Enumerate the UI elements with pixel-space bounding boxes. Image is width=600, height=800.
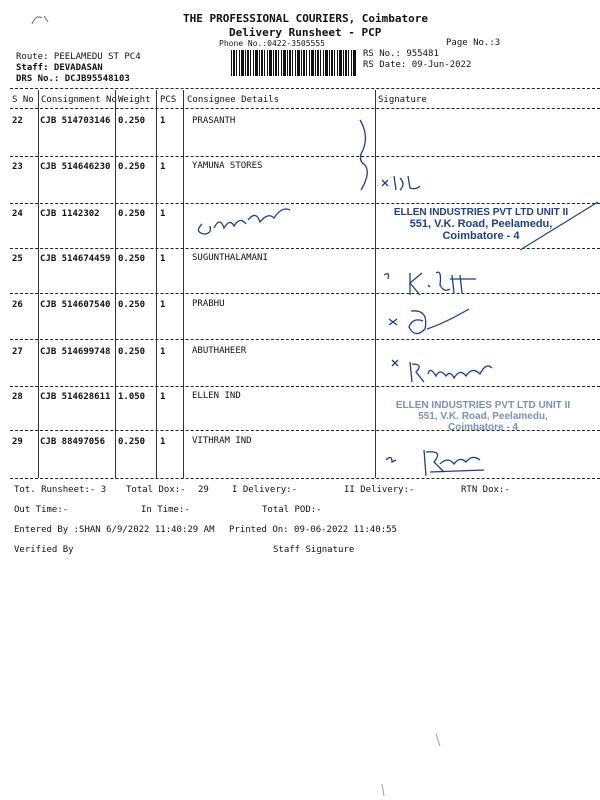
row-sno: 27 — [12, 347, 23, 357]
row-consignee: SUGUNTHALAMANI — [192, 253, 268, 263]
stamp-line1: ELLEN INDUSTRIES PVT LTD UNIT II — [395, 400, 571, 411]
row-sno: 24 — [12, 209, 23, 219]
row-sno: 22 — [12, 116, 23, 126]
signature-row25 — [380, 265, 490, 300]
in-time: In Time:- — [141, 505, 190, 515]
row-pcs: 1 — [160, 300, 166, 310]
row-rule — [10, 386, 600, 387]
signature-row23 — [380, 170, 440, 195]
row-sno: 29 — [12, 437, 23, 447]
row-sno: 23 — [12, 162, 23, 172]
staff-signature: Staff Signature — [273, 545, 355, 555]
col-weight: Weight — [118, 95, 151, 105]
row-weight: 0.250 — [118, 209, 146, 219]
row-consignment: CJB 88497056 — [40, 437, 106, 447]
row-pcs: 1 — [160, 347, 166, 357]
col-pcs: PCS — [160, 95, 177, 105]
row-pcs: 1 — [160, 116, 166, 126]
rs-number: RS No.: 955481 — [363, 49, 439, 59]
row-weight: 0.250 — [118, 162, 146, 172]
row-consignee: YAMUNA STORES — [192, 161, 263, 171]
total-pod: Total POD:- — [262, 505, 322, 515]
runsheet-subtitle: Delivery Runsheet - PCP — [229, 26, 382, 39]
phone-number: Phone No.:0422-3505555 — [219, 39, 325, 48]
row-consignment: CJB 514674459 — [40, 254, 111, 264]
stamp-line2: 551, V.K. Road, Peelamedu, — [409, 218, 553, 230]
signature-row26 — [385, 303, 475, 341]
company-stamp-row24 — [376, 207, 586, 242]
signature-row29 — [384, 442, 494, 482]
total-dox-value: 29 — [198, 485, 209, 495]
verified-by: Verified By — [14, 545, 74, 555]
tot-runsheet: Tot. Runsheet:- 3 — [14, 485, 107, 495]
row-pcs: 1 — [160, 392, 166, 402]
vline-4 — [183, 90, 184, 478]
barcode — [231, 50, 357, 76]
signature-row27 — [390, 352, 500, 386]
drs-number: DRS No.: DCJB95548103 — [16, 74, 130, 84]
company-stamp-row28 — [378, 400, 588, 433]
col-signature: Signature — [378, 95, 427, 105]
row-sno: 26 — [12, 300, 23, 310]
company-title: THE PROFESSIONAL COURIERS, Coimbatore — [183, 12, 429, 25]
row-consignment: CJB 514646230 — [40, 162, 111, 172]
rs-date: RS Date: 09-Jun-2022 — [363, 60, 472, 70]
scan-speck-icon — [430, 730, 450, 750]
staff-label: Staff: DEVADASAN — [16, 63, 103, 73]
row-consignment: CJB 1142302 — [40, 209, 100, 219]
vline-3 — [156, 90, 157, 478]
i-delivery: I Delivery:- — [232, 485, 298, 495]
printed-on: Printed On: 09-06-2022 11:40:55 — [229, 525, 397, 535]
signature-row24 — [190, 196, 300, 238]
stamp-line1: ELLEN INDUSTRIES PVT LTD UNIT II — [393, 207, 569, 218]
vline-1 — [38, 90, 39, 478]
col-consignee: Consignee Details — [187, 95, 280, 105]
page-number: Page No.:3 — [446, 38, 501, 48]
row-consignee: PRABHU — [192, 299, 225, 309]
bracket-mark-signature — [345, 115, 385, 195]
row-sno: 28 — [12, 392, 23, 402]
header-bottom-rule — [10, 108, 600, 109]
row-consignment: CJB 514607540 — [40, 300, 111, 310]
row-consignee: VITHRAM IND — [192, 436, 252, 446]
table-top-rule — [10, 88, 600, 89]
row-consignee: PRASANTH — [192, 116, 236, 126]
row-pcs: 1 — [160, 254, 166, 264]
row-rule — [10, 293, 600, 294]
col-sno: S No — [12, 95, 34, 105]
row-weight: 0.250 — [118, 437, 146, 447]
scan-speck-icon — [378, 782, 390, 798]
row-weight: 0.250 — [118, 254, 146, 264]
row-consignee: ELLEN IND — [192, 391, 241, 401]
row-pcs: 1 — [160, 437, 166, 447]
col-consignment: Consignment No — [41, 95, 117, 105]
row-pcs: 1 — [160, 209, 166, 219]
out-time: Out Time:- — [14, 505, 69, 515]
row-consignment: CJB 514628611 — [40, 392, 111, 402]
row-consignee: ABUTHAHEER — [192, 346, 247, 356]
row-weight: 0.250 — [118, 116, 146, 126]
row-consignment: CJB 514703146 — [40, 116, 111, 126]
row-weight: 1.050 — [118, 392, 146, 402]
route-label: Route: PEELAMEDU ST PC4 — [16, 52, 141, 62]
total-dox-label: Total Dox:- — [126, 485, 186, 495]
ii-delivery: II Delivery:- — [344, 485, 415, 495]
row-pcs: 1 — [160, 162, 166, 172]
table-bottom-rule — [10, 478, 600, 479]
entered-by: Entered By :SHAN 6/9/2022 11:40:29 AM — [14, 525, 215, 535]
stamp-line3: Coimbatore - 4 — [442, 230, 520, 242]
row-consignment: CJB 514699748 — [40, 347, 111, 357]
stamp-line2: 551, V.K. Road, Peelamedu, — [418, 411, 548, 422]
row-weight: 0.250 — [118, 300, 146, 310]
row-sno: 25 — [12, 254, 23, 264]
row-rule — [10, 156, 600, 157]
rtn-dox: RTN Dox:- — [461, 485, 510, 495]
stamp-line3: Coimbatore - 4 — [447, 422, 518, 433]
scan-mark-icon — [30, 12, 52, 28]
vline-2 — [115, 90, 116, 478]
row-rule — [10, 339, 600, 340]
row-weight: 0.250 — [118, 347, 146, 357]
